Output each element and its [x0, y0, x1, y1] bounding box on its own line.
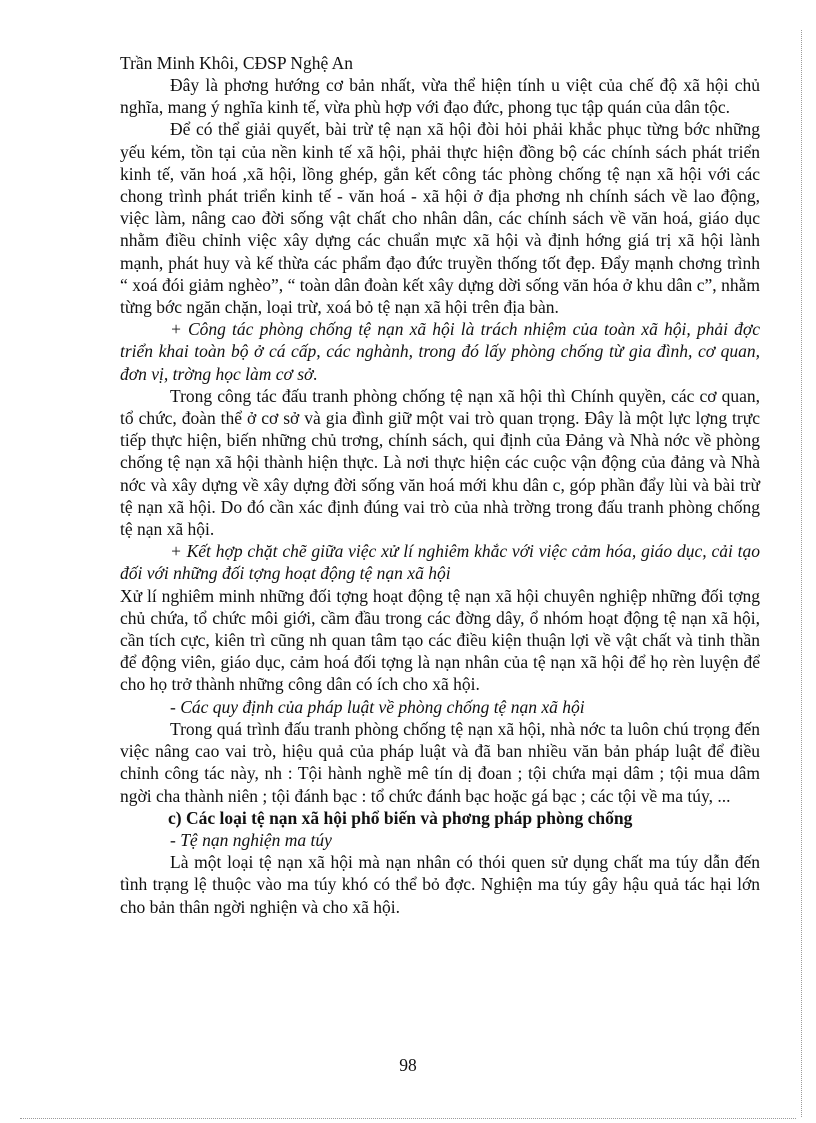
- paragraph-3-italic: + Công tác phòng chống tệ nạn xã hội là trách nhiệm của toàn xã hội, phải đợc triển khai toàn bộ ở cá cấp, các nghành, trong đó lấy phòng chống từ gia đình, cơ quan, đơn vị, trờng học làm cơ sở.: [120, 319, 760, 384]
- paragraph-1: Đây là phơng hướng cơ bản nhất, vừa thể hiện tính u việt của chế độ xã hội chủ nghĩa, mang ý nghĩa kinh tế, vừa phù hợp với đạo đức, phong tục tập quán của dân tộc.: [120, 75, 760, 118]
- section-heading-c: c) Các loại tệ nạn xã hội phổ biến và phơng pháp phòng chống: [168, 807, 633, 828]
- right-dotted-border: [801, 30, 802, 1117]
- paragraph-4: Trong công tác đấu tranh phòng chống tệ nạn xã hội thì Chính quyền, các cơ quan, tổ chức, đoàn thể ở cơ sở và gia đình giữ một vai trò quan trọng. Đây là một lực lợng trực tiếp thực hiện, biến những chủ trơng, chính sách, qui định của Đảng và Nhà nớc về phòng chống tệ nạn xã hội thành hiện thực. Là nơi thực hiện các cuộc vận động của đảng và Nhà nớc và xây dựng về xây dựng đời sống văn hoá mới khu dân c, góp phần đẩy lùi và bài trừ tệ nạn xã hội. Do đó cần xác định đúng vai trò của nhà trờng trong đấu tranh phòng chống tệ nạn xã hội.: [120, 385, 760, 540]
- paragraph-2: Để có thể giải quyết, bài trừ tệ nạn xã hội đòi hỏi phải khắc phục từng bớc những yếu kém, tồn tại của nền kinh tế xã hội, phải thực hiện đồng bộ các chính sách phát triển kinh tế, văn hoá ,xã hội, lồng ghép, gắn kết công tác phòng chống tệ nạn xã hội với các chong trình phát triển kinh tế - văn hoá - xã hội ở địa phơng nh chính sách về lao động, việc làm, nâng cao đời sống vật chất cho nhân dân, các chính sách về văn hoá, giáo dục nhằm điều chỉnh việc xây dựng các chuẩn mực xã hội và định hớng giá trị xã hội lành mạnh, phát huy và kế thừa các phẩm đạo đức truyền thống tốt đẹp. Đẩy mạnh chơng trình “ xoá đói giảm nghèo”, “ toàn dân đoàn kết xây dựng dời sống văn hóa ở khu dân c”, nhằm từng bớc ngăn chặn, loại trừ, xoá bỏ tệ nạn xã hội trên địa bàn.: [120, 119, 760, 318]
- paragraph-8: Trong quá trình đấu tranh phòng chống tệ nạn xã hội, nhà nớc ta luôn chú trọng đến việc nâng cao vai trò, hiệu quả của pháp luật và đã ban nhiều văn bản pháp luật để điều chỉnh công tác này, nh : Tội hành nghề mê tín dị đoan ; tội chứa mại dâm ; tội mua dâm ngời cha thành niên ; tội đánh bạc : tổ chức đánh bạc hoặc gá bạc ; các tội về ma túy, ...: [120, 718, 760, 806]
- page-header: Trần Minh Khôi, CĐSP Nghệ An: [120, 53, 354, 73]
- page-number: 98: [399, 1055, 417, 1075]
- bottom-dotted-border: [20, 1118, 796, 1119]
- paragraph-5-italic: + Kết hợp chặt chẽ giữa việc xử lí nghiêm khắc với việc cảm hóa, giáo dục, cải tạo đối với những đối tợng hoạt động tệ nạn xã hội: [120, 541, 760, 584]
- paragraph-11: Là một loại tệ nạn xã hội mà nạn nhân có thói quen sử dụng chất ma túy dẫn đến tình trạng lệ thuộc vào ma túy khó có thể bỏ đợc. Nghiện ma túy gây hậu quả tác hại lớn cho bản thân ngời nghiện và cho xã hội.: [120, 852, 760, 917]
- paragraph-6: Xử lí nghiêm minh những đối tợng hoạt động tệ nạn xã hội chuyên nghiệp những đối tợng chủ chứa, tổ chức môi giới, cầm đầu trong các đờng dây, ổ nhóm hoạt động tệ nạn xã hội, cần tích cực, kiên trì cũng nh quan tâm tạo các điều kiện thuận lợi về vật chất và tinh thần để động viên, giáo dục, cảm hoá đối tợng là nạn nhân của tệ nạn xã hội để họ rèn luyện để cho họ trở thành những công dân có ích cho xã hội.: [120, 585, 760, 695]
- document-body: [120, 74, 760, 918]
- subheading-legal: - Các quy định của pháp luật về phòng chống tệ nạn xã hội: [170, 696, 585, 717]
- subheading-drugs: - Tệ nạn nghiện ma túy: [170, 829, 332, 850]
